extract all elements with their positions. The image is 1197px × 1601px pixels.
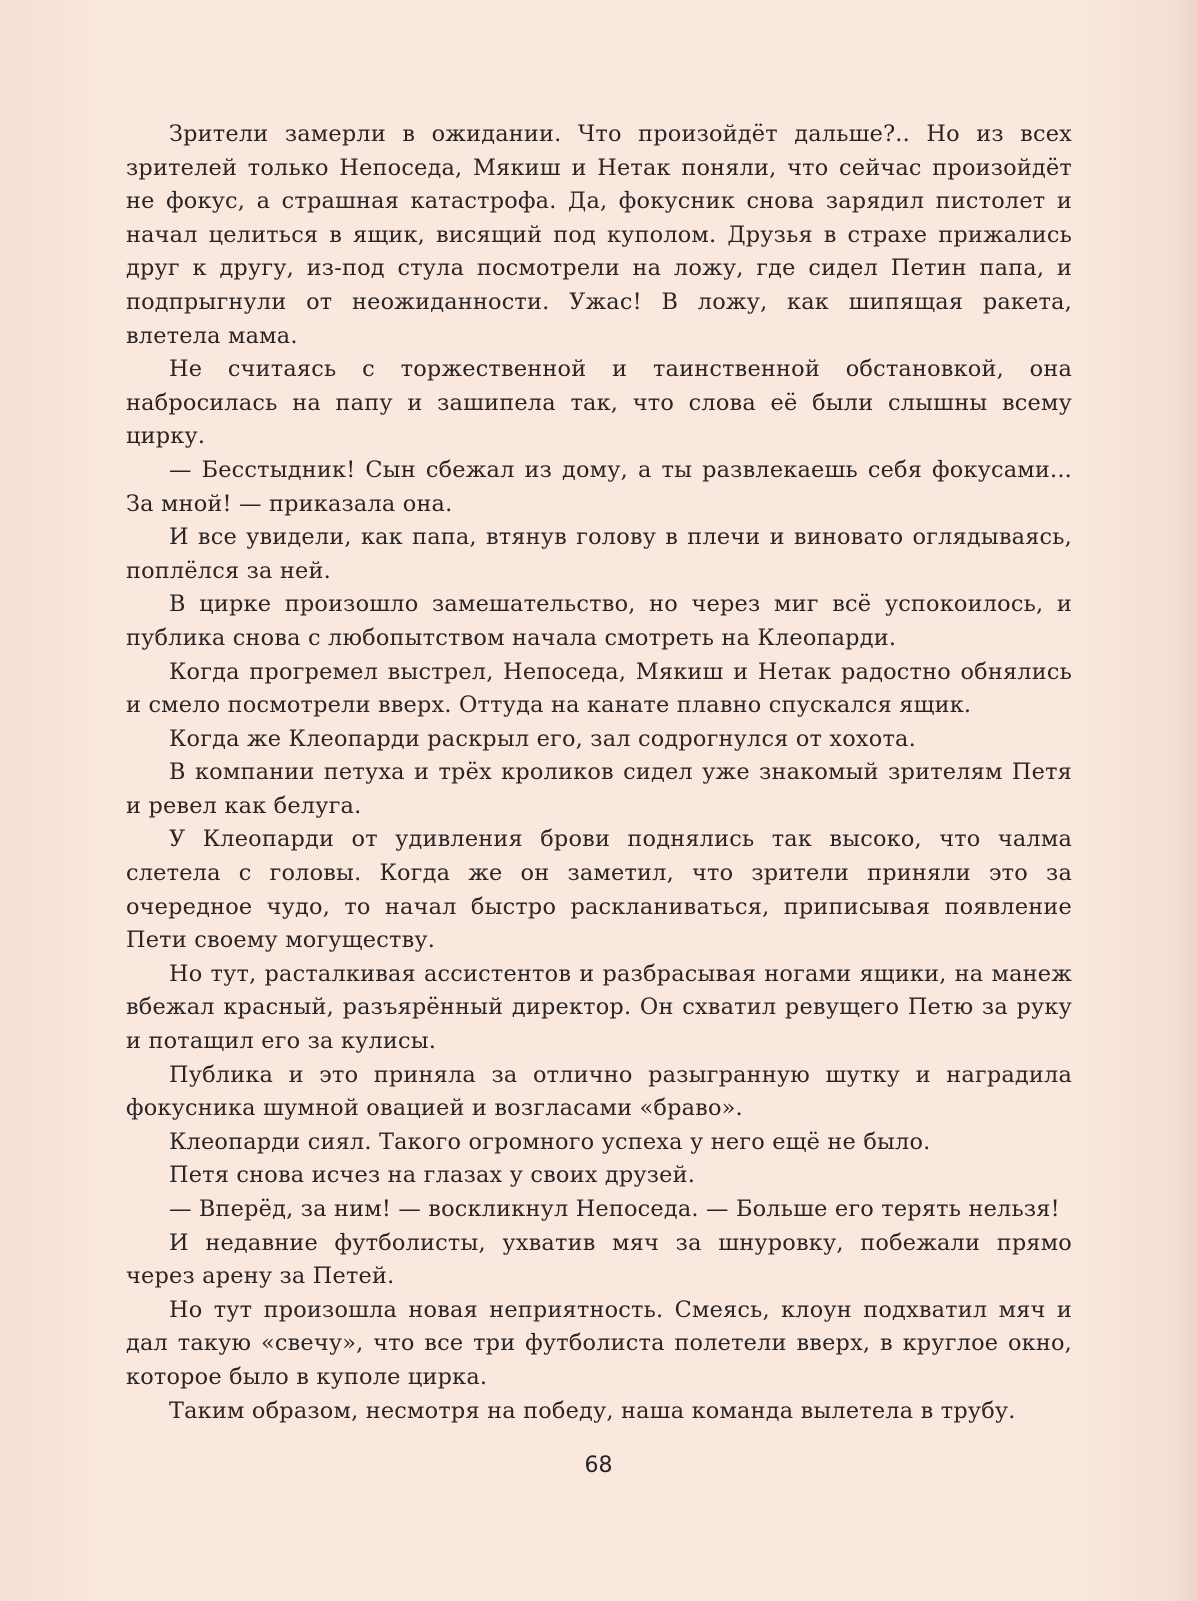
paragraph: Когда же Клеопарди раскрыл его, зал содрогнулся от хохота. (169, 725, 916, 752)
body-text (126, 118, 1072, 1428)
paragraph: — Вперёд, за ним! — воскликнул Непоседа. — Больше его терять нельзя! (169, 1196, 1060, 1222)
paragraph: В цирке произошло замешательство, но через миг всё успокоилось, и публика снова с любопытством начала смотреть на Клеопарди. (126, 591, 1072, 651)
paragraph: Клеопарди сиял. Такого огромного успеха у него ещё не было. (169, 1128, 931, 1155)
paragraph: — Бесстыдник! Сын сбежал из дому, а ты развлекаешь себя фокусами... За мной! — приказала она. (126, 456, 1072, 517)
page-edge-shadow (1175, 0, 1197, 1601)
paragraph: Когда прогремел выстрел, Непоседа, Мякиш и Нетак радостно обнялись и смело посмотрели вверх. Оттуда на канате плавно спускался ящик. (126, 658, 1072, 719)
paragraph: Петя снова исчез на глазах у своих друзей. (169, 1162, 696, 1189)
paragraph: Но тут произошла новая неприятность. Смеясь, клоун подхватил мяч и дал такую «свечу», что все три футболиста полетели вверх, в круглое окно, которое было в куполе цирка. (126, 1296, 1072, 1390)
paragraph: Зрители замерли в ожидании. Что произойдёт дальше?.. Но из всех зрителей только Непоседа, Мякиш и Нетак поняли, что сейчас произойдёт не фокус, а страшная катастрофа. Да, фокусник снова зарядил пистолет и начал целиться в ящик, висящий под куполом. Друзья в страхе прижались друг к другу, из-под стула посмотрели на ложу, где сидел Петин папа, и подпрыгнули от неожиданности. Ужас! В ложу, как шипящая ракета, влетела мама. (126, 121, 1072, 349)
paragraph: Таким образом, несмотря на победу, наша команда вылетела в трубу. (169, 1397, 1016, 1424)
paragraph: И недавние футболисты, ухватив мяч за шнуровку, побежали прямо через арену за Петей. (126, 1229, 1072, 1290)
paragraph: И все увидели, как папа, втянув голову в плечи и виновато оглядываясь, поплёлся за ней. (126, 524, 1072, 584)
paragraph: Но тут, расталкивая ассистентов и разбрасывая ногами ящики, на манеж вбежал красный, разъярённый директор. Он схватил ревущего Петю за руку и потащил его за кулисы. (126, 960, 1072, 1055)
paragraph: У Клеопарди от удивления брови поднялись так высоко, что чалма слетела с головы. Когда же он заметил, что зрители приняли это за очередное чудо, то начал быстро раскланиваться, приписывая появление Пети своему могуществу. (126, 826, 1072, 954)
paragraph: В компании петуха и трёх кроликов сидел уже знакомый зрителям Петя и ревел как белуга. (126, 759, 1072, 819)
paragraph: Публика и это приняла за отлично разыгранную шутку и наградила фокусника шумной овацией и возгласами «браво». (126, 1061, 1072, 1122)
page-number: 68 (584, 1453, 613, 1478)
paragraph: Не считаясь с торжественной и таинственной обстановкой, она набросилась на папу и зашипела так, что слова её были слышны всему цирку. (126, 356, 1072, 450)
